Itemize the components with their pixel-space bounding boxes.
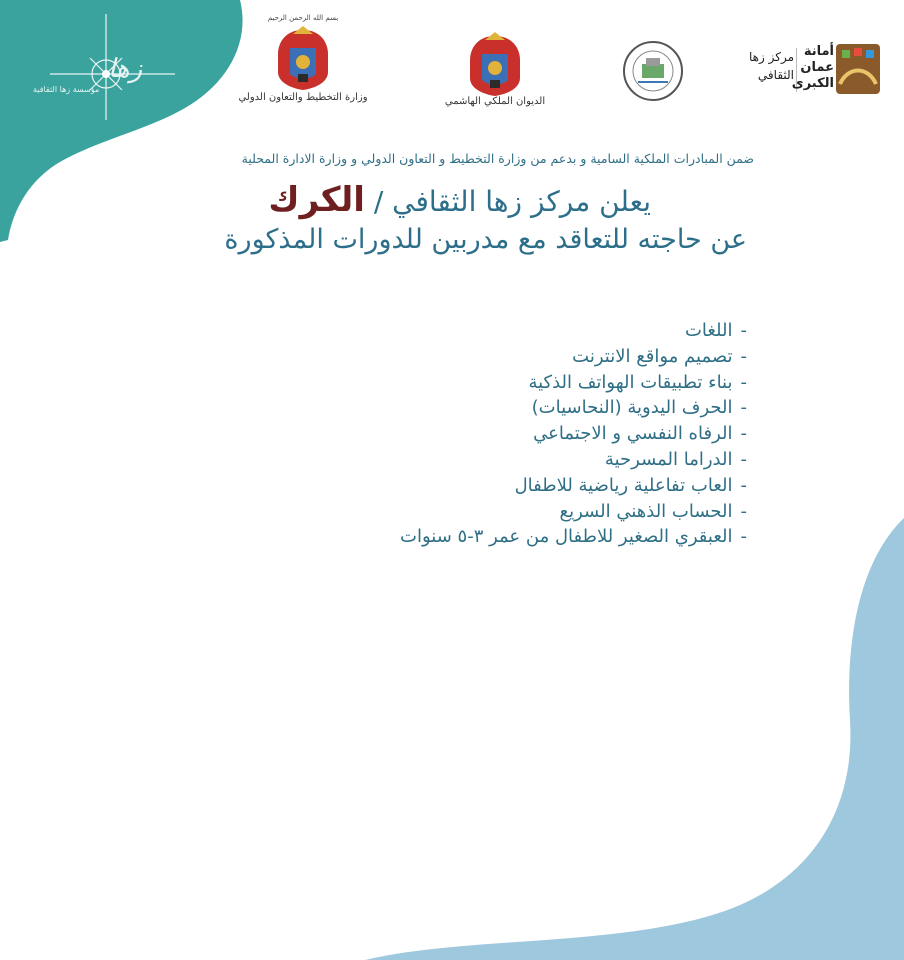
announcement-subheadline: عن حاجته للتعاقد مع مدربين للدورات المذكورة: [224, 224, 747, 255]
zaha-center-label-2: الثقافي: [757, 68, 794, 82]
list-item: -العاب تفاعلية رياضية للاطفال: [514, 474, 747, 496]
zaha-center-label-1: مركز زها: [749, 50, 794, 64]
compass-star-icon: [20, 10, 180, 120]
royal-court-caption: الديوان الملكي الهاشمي: [444, 96, 546, 107]
list-item: -الحرف اليدوية (النحاسيات): [531, 397, 747, 419]
ministry-seal-icon: [622, 40, 684, 102]
ministry-basmala-text: بسم الله الرحمن الرحيم: [267, 14, 339, 22]
list-item: -العبقري الصغير للاطفال من عمر ٣-٥ سنوات: [400, 526, 747, 548]
headline-prefix: يعلن مركز زها الثقافي /: [373, 185, 651, 218]
royal-court-logo: [430, 30, 560, 107]
list-item: -اللغات: [684, 320, 747, 341]
courses-list: [400, 318, 747, 550]
zaha-foundation-caption: مؤسسة زها الثقافية: [33, 85, 100, 94]
list-item: -تصميم مواقع الانترنت: [572, 345, 747, 367]
amanah-emblem-icon: [836, 44, 880, 94]
blue-wave-shape: [365, 518, 904, 960]
amanah-label-3: الكبرى: [791, 76, 834, 91]
coat-of-arms-icon: [238, 24, 368, 92]
list-item: -بناء تطبيقات الهواتف الذكية: [528, 371, 747, 393]
ministry-planning-logo: [238, 14, 368, 103]
list-item: -الدراما المسرحية: [604, 448, 747, 470]
local-administration-logo: [622, 40, 684, 102]
zaha-foundation-logo: [20, 10, 180, 120]
announcement-headline: [268, 180, 651, 220]
amanah-label-1: أمانة: [803, 44, 834, 59]
list-item: -الحساب الذهني السريع: [559, 500, 747, 522]
list-item: -الرفاه النفسي و الاجتماعي: [533, 423, 747, 445]
headline-city: الكرك: [268, 180, 365, 220]
zaha-logo-text: زها: [108, 54, 143, 84]
amanah-label-2: عمان: [800, 60, 834, 75]
amanah-logo: [740, 40, 880, 100]
ministry-planning-caption: وزارة التخطيط والتعاون الدولي: [238, 92, 368, 103]
support-statement: ضمن المبادرات الملكية السامية و بدعم من وزارة التخطيط و التعاون الدولي و وزارة الادارة المحلية: [241, 151, 754, 166]
coat-of-arms-icon: [430, 30, 560, 96]
